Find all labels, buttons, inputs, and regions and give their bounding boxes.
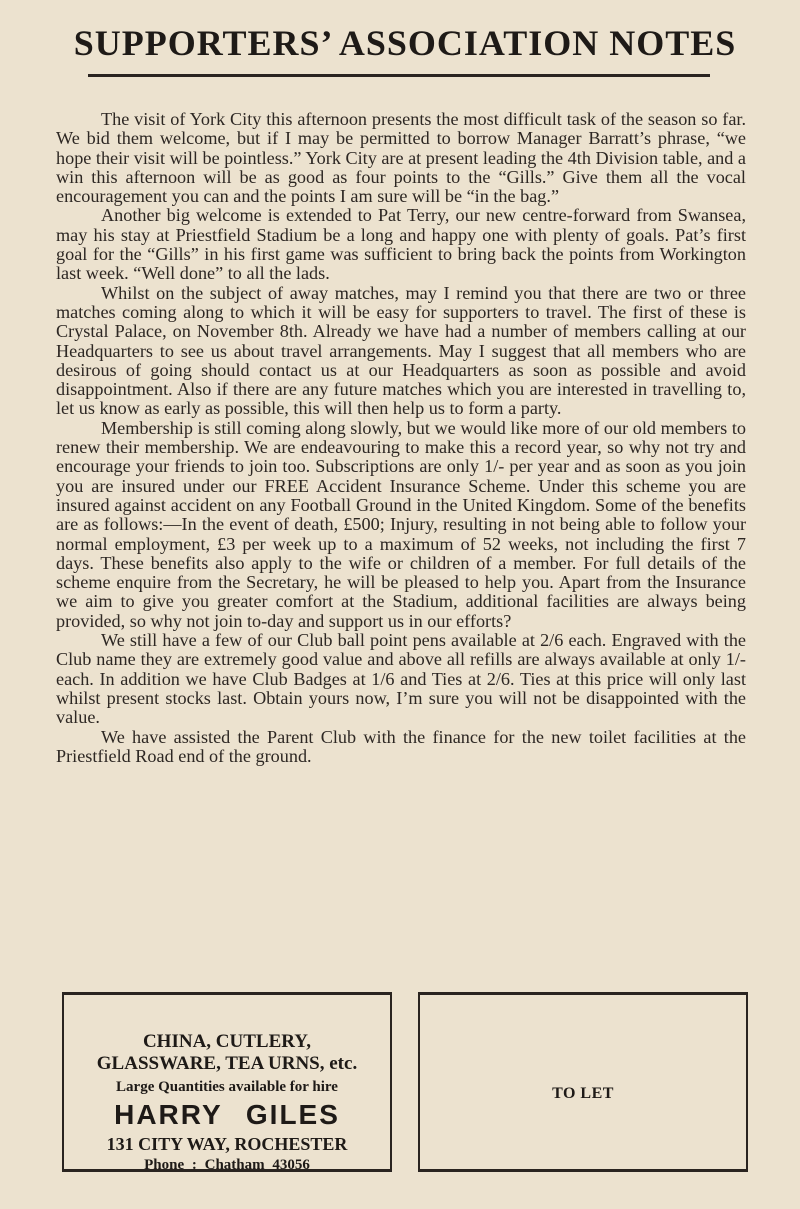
advertisement-harry-giles <box>62 992 392 1172</box>
page-title: SUPPORTERS’ ASSOCIATION NOTES <box>73 23 737 63</box>
title-underline <box>88 74 710 77</box>
article-paragraph-2: Another big welcome is extended to Pat Terry, our new centre-forward from Swansea, may his stay at Priestfield Stadium be a long and happy one with plenty of goals. Pat’s first goal for the “Gills” in his first game was sufficient to bring back the points from Workington last week. “Well done” to all the lads. <box>56 205 746 284</box>
article-paragraph-5: We still have a few of our Club ball point pens available at 2/6 each. Engraved with the Club name they are extremely good value and above all refills are always available at only 1/- each. In addition we have Club Badges at 1/6 and Ties at 2/6. Ties at this price will only last whilst present stocks last. Obtain yours now, I’m sure you will not be disappointed with the value. <box>56 630 746 728</box>
article-paragraph-6: We have assisted the Parent Club with the finance for the new toilet facilities at the Priestfield Road end of the ground. <box>56 726 746 766</box>
ad-headline-line2: GLASSWARE, TEA URNS, etc. <box>96 1053 358 1074</box>
ad-headline-line1: CHINA, CUTLERY, <box>142 1031 312 1052</box>
article-paragraph-4: Membership is still coming along slowly, but we would like more of our old members to renew their membership. We are endeavouring to make this a record year, so why not try and encourage your friends to join too. Subscriptions are only 1/- per year and as soon as you join you are insured under our FREE Accident Insurance Scheme. Under this scheme you are insured against accident on any Football Ground in the United Kingdom. Some of the benefits are as follows:—In the event of death, £500; Injury, resulting in not being able to follow your normal employment, £3 per week up to a maximum of 52 weeks, not including the first 7 days. These benefits also apply to the wife or children of a member. For full details of the scheme enquire from the Secretary, he will be pleased to help you. Apart from the Insurance we aim to give you greater comfort at the Stadium, additional facilities are always being provided, so why not join to-day and support us in our efforts? <box>56 417 746 631</box>
article-paragraph-3: Whilst on the subject of away matches, may I remind you that there are two or three matches coming along to which it will be easy for supporters to travel. The first of these is Crystal Palace, on November 8th. Already we have had a number of members calling at our Headquarters to see us about travel arrangements. May I suggest that all members who are desirous of going should contact us at our Headquarters as soon as possible and avoid disappointment. Also if there are any future matches which you are interested in travelling to, let us know as early as possible, this will then help us to form a party. <box>56 282 746 419</box>
advertisement-to-let <box>418 992 748 1172</box>
article-paragraph-1: The visit of York City this afternoon presents the most difficult task of the season so far. We bid them welcome, but if I may be permitted to borrow Manager Barratt’s phrase, “we hope their visit will be pointless.” York City are at present leading the 4th Division table, and a win this afternoon will be as good as four points to the “Gills.” Give them all the vocal encouragement you can and the points I am sure will be “in the bag.” <box>56 109 746 207</box>
ad-phone: Phone : Chatham 43056 <box>144 1157 310 1173</box>
ad-address: 131 CITY WAY, ROCHESTER <box>106 1134 348 1154</box>
ad-business-name: HARRY GILES <box>114 1099 340 1130</box>
ad-subline: Large Quantities available for hire <box>116 1079 338 1095</box>
to-let-label: TO LET <box>552 1085 614 1102</box>
article-body <box>56 110 746 766</box>
